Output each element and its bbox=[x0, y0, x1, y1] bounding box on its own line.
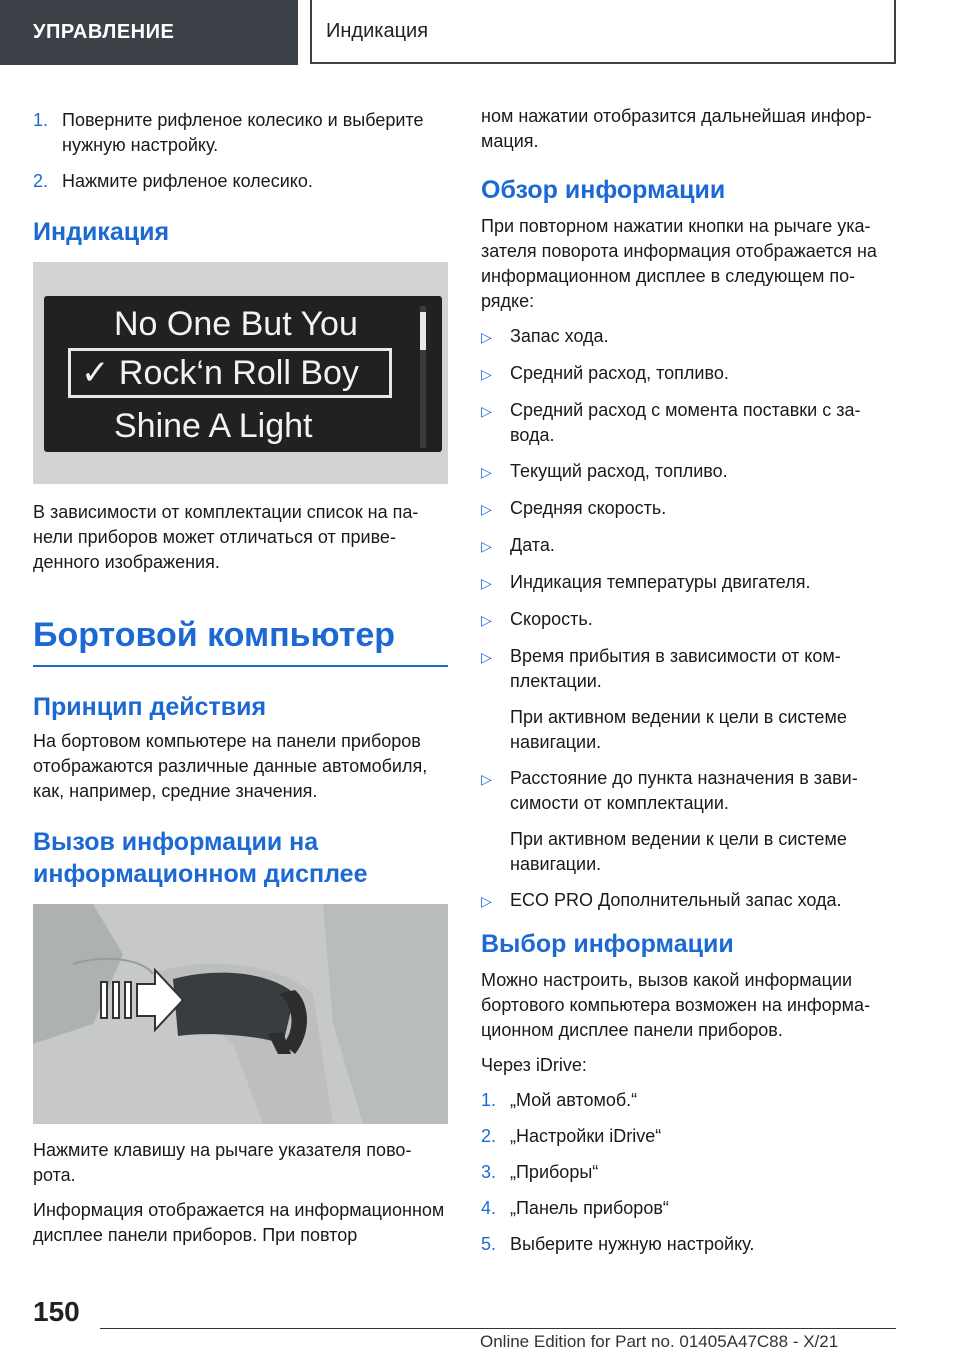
step-number: 5. bbox=[481, 1234, 497, 1254]
continued-text: ном нажатии отобразится дальнейшая информация. bbox=[481, 106, 872, 151]
info-text: Информация отображается на информационном дисплее панели приборов. При повтор bbox=[33, 1200, 445, 1245]
indication-heading: Индикация bbox=[33, 218, 170, 246]
bullet-text: Средний расход, топливо. bbox=[510, 363, 729, 383]
step-text: Поверните рифленое колесико и выберите нужную настройку. bbox=[62, 110, 424, 155]
indication-text: В зависимости от комплектации список на панели приборов может отличаться от приведенного изображения. bbox=[33, 502, 419, 572]
bullet-text: Текущий расход, топливо. bbox=[510, 461, 728, 481]
display-photo bbox=[33, 262, 448, 484]
step-number: 4. bbox=[481, 1198, 497, 1218]
left-column bbox=[33, 108, 448, 1248]
bullet-text: ECO PRO Дополнительный запас хода. bbox=[510, 890, 842, 910]
idrive-step bbox=[481, 1088, 897, 1113]
bullet-text: Индикация температуры двигателя. bbox=[510, 572, 811, 592]
step-number: 1. bbox=[481, 1090, 497, 1110]
bullet-subnote: При активном ведении к цели в системе навигации. bbox=[510, 707, 847, 752]
bullet-text: Время прибытия в зависимости от комплектации. bbox=[510, 646, 841, 691]
info-bullet bbox=[481, 459, 897, 485]
overview-heading: Обзор информации bbox=[481, 176, 726, 204]
step-number: 3. bbox=[481, 1162, 497, 1182]
bullet-text: Дата. bbox=[510, 535, 555, 555]
lever-caption: Нажмите клавишу на рычаге указателя поворота. bbox=[33, 1140, 412, 1185]
bullet-triangle-icon: ▷ bbox=[481, 538, 492, 554]
step-number: 2. bbox=[33, 171, 49, 191]
turn-signal-lever-illustration bbox=[33, 904, 448, 1124]
section-title: УПРАВЛЕНИЕ bbox=[33, 21, 175, 43]
section-tab bbox=[0, 0, 298, 65]
bullet-triangle-icon: ▷ bbox=[481, 329, 492, 345]
bullet-triangle-icon: ▷ bbox=[481, 771, 492, 787]
select-text: Можно настроить, вызов какой информации бортового компьютера возможен на информационном дисплее панели приборов. bbox=[481, 970, 871, 1040]
step-text: Выберите нужную настройку. bbox=[510, 1234, 755, 1254]
bullet-text: Скорость. bbox=[510, 609, 593, 629]
step-text: „Мой автомоб.“ bbox=[510, 1090, 638, 1110]
bullet-text: Средний расход с момента поставки с завода. bbox=[510, 400, 861, 445]
step-item bbox=[33, 169, 448, 194]
display-item-selected: ✓ Rock‘n Roll Boy bbox=[81, 354, 359, 392]
info-bullet bbox=[481, 324, 897, 350]
info-bullet bbox=[481, 361, 897, 387]
bullet-text: Запас хода. bbox=[510, 326, 609, 346]
step-number: 2. bbox=[481, 1126, 497, 1146]
info-bullet bbox=[481, 766, 897, 816]
display-item: Shine A Light bbox=[114, 407, 313, 445]
display-scroll-thumb bbox=[420, 312, 426, 350]
page-number: 150 bbox=[33, 1296, 80, 1327]
bullet-triangle-icon: ▷ bbox=[481, 366, 492, 382]
info-bullet bbox=[481, 644, 897, 694]
step-text: Нажмите рифленое колесико. bbox=[62, 171, 313, 191]
main-heading: Бортовой компьютер bbox=[33, 616, 396, 654]
info-bullet-list bbox=[481, 324, 897, 914]
info-bullet bbox=[481, 398, 897, 448]
bullet-triangle-icon: ▷ bbox=[481, 649, 492, 665]
principle-heading: Принцип действия bbox=[33, 693, 267, 721]
idrive-step bbox=[481, 1160, 897, 1185]
instrument-display bbox=[44, 296, 442, 452]
principle-text: На бортовом компьютере на панели приборов отображаются различные данные автомобиля, как, например, средние значения. bbox=[33, 731, 428, 801]
step-item bbox=[33, 108, 448, 158]
bullet-triangle-icon: ▷ bbox=[481, 403, 492, 419]
idrive-step bbox=[481, 1124, 897, 1149]
bullet-triangle-icon: ▷ bbox=[481, 575, 492, 591]
bullet-triangle-icon: ▷ bbox=[481, 893, 492, 909]
bullet-triangle-icon: ▷ bbox=[481, 612, 492, 628]
info-bullet bbox=[481, 607, 897, 633]
display-item: No One But You bbox=[114, 305, 358, 343]
info-bullet bbox=[481, 533, 897, 559]
heading-rule bbox=[33, 665, 448, 667]
footer-rule bbox=[100, 1328, 896, 1329]
edition-note: Online Edition for Part no. 01405A47C88 - X/21 bbox=[480, 1332, 839, 1351]
bullet-subnote: При активном ведении к цели в системе навигации. bbox=[510, 829, 847, 874]
lever-photo bbox=[33, 904, 448, 1124]
step-text: „Приборы“ bbox=[510, 1162, 599, 1182]
step-text: „Панель приборов“ bbox=[510, 1198, 669, 1218]
idrive-step bbox=[481, 1196, 897, 1221]
bullet-text: Расстояние до пункта назначения в зависимости от комплектации. bbox=[510, 768, 858, 813]
info-bullet bbox=[481, 496, 897, 522]
overview-text: При повторном нажатии кнопки на рычаге указателя поворота информация отображается на информационном дисплее в следующем порядке: bbox=[481, 216, 877, 311]
bullet-triangle-icon: ▷ bbox=[481, 464, 492, 480]
bullet-text: Средняя скорость. bbox=[510, 498, 667, 518]
bullet-triangle-icon: ▷ bbox=[481, 501, 492, 517]
topic-tab bbox=[310, 0, 896, 64]
info-bullet bbox=[481, 888, 897, 914]
step-text: „Настройки iDrive“ bbox=[510, 1126, 662, 1146]
via-idrive: Через iDrive: bbox=[481, 1055, 587, 1075]
topic-title: Индикация bbox=[326, 19, 429, 42]
call-heading: Вызов информации на информационном дисплее bbox=[33, 828, 368, 888]
idrive-step bbox=[481, 1232, 897, 1257]
info-bullet bbox=[481, 570, 897, 596]
select-heading: Выбор информации bbox=[481, 930, 734, 958]
step-number: 1. bbox=[33, 110, 49, 130]
right-column bbox=[481, 104, 897, 1268]
